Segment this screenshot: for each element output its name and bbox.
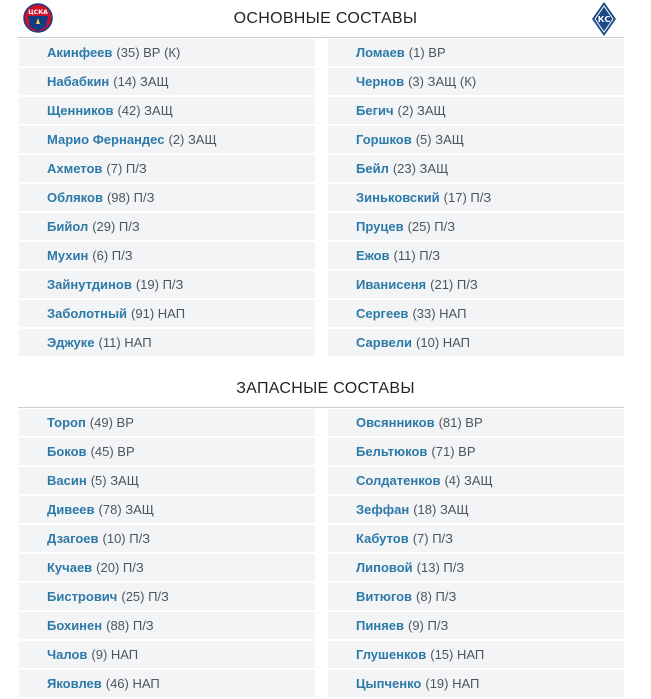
player-info: (49) ВР — [89, 415, 134, 430]
player-name[interactable]: Чалов — [47, 647, 88, 662]
player-info: (9) НАП — [91, 647, 139, 662]
main-home-list — [19, 39, 315, 358]
player-name[interactable]: Ежов — [356, 248, 390, 263]
player-name[interactable]: Пруцев — [356, 219, 404, 234]
player-name[interactable]: Набабкин — [47, 74, 110, 89]
player-info: (5) ЗАЩ — [90, 473, 139, 488]
player-info: (15) НАП — [430, 647, 485, 662]
player-info: (21) П/З — [430, 277, 478, 292]
player-name[interactable]: Бистрович — [47, 589, 118, 604]
player-info: (17) П/З — [443, 190, 492, 205]
player-row[interactable] — [328, 525, 624, 554]
player-row[interactable] — [328, 329, 624, 358]
player-info: (8) П/З — [416, 589, 457, 604]
player-row[interactable] — [19, 554, 315, 583]
player-row[interactable] — [328, 554, 624, 583]
player-row[interactable] — [19, 438, 315, 467]
player-info: (91) НАП — [131, 306, 186, 321]
player-name[interactable]: Пиняев — [356, 618, 404, 633]
svg-text:ЦСКА: ЦСКА — [28, 9, 48, 16]
player-name[interactable]: Липовой — [356, 560, 413, 575]
player-name[interactable]: Ахметов — [47, 161, 103, 176]
player-row[interactable] — [328, 670, 624, 699]
player-name[interactable]: Кабутов — [356, 531, 409, 546]
player-info: (3) ЗАЩ (К) — [408, 74, 477, 89]
main-lineups-title: ОСНОВНЫЕ СОСТАВЫ — [233, 10, 418, 27]
player-info: (19) П/З — [135, 277, 184, 292]
player-name[interactable]: Васин — [47, 473, 87, 488]
player-name[interactable]: Глушенков — [356, 647, 427, 662]
player-name[interactable]: Овсянников — [356, 415, 435, 430]
player-row[interactable] — [328, 438, 624, 467]
player-name[interactable]: Бейл — [356, 161, 389, 176]
player-info: (5) ЗАЩ — [415, 132, 464, 147]
player-name[interactable]: Горшков — [356, 132, 412, 147]
player-name[interactable]: Бохинен — [47, 618, 103, 633]
player-name[interactable]: Дивеев — [47, 502, 95, 517]
player-info: (20) П/З — [96, 560, 144, 575]
player-info: (19) НАП — [425, 676, 480, 691]
player-name[interactable]: Зиньковский — [356, 190, 440, 205]
player-row[interactable] — [19, 409, 315, 438]
player-info: (42) ЗАЩ — [117, 103, 173, 118]
player-info: (23) ЗАЩ — [392, 161, 449, 176]
player-row[interactable] — [19, 39, 315, 68]
player-name[interactable]: Щенников — [47, 103, 114, 118]
player-row[interactable] — [328, 467, 624, 496]
player-info: (25) П/З — [407, 219, 456, 234]
subs-away-list — [328, 409, 624, 699]
player-info: (35) ВР (К) — [116, 45, 181, 60]
player-name[interactable]: Иванисеня — [356, 277, 427, 292]
player-info: (9) П/З — [408, 618, 449, 633]
player-info: (81) ВР — [438, 415, 483, 430]
player-row[interactable] — [328, 612, 624, 641]
player-info: (2) ЗАЩ — [397, 103, 446, 118]
player-name[interactable]: Заболотный — [47, 306, 128, 321]
player-row[interactable] — [19, 97, 315, 126]
player-name[interactable]: Чернов — [356, 74, 405, 89]
player-row[interactable] — [328, 68, 624, 97]
subs-home-list — [19, 409, 315, 699]
player-row[interactable] — [19, 184, 315, 213]
player-info: (10) НАП — [416, 335, 471, 350]
player-row[interactable] — [19, 583, 315, 612]
player-info: (18) ЗАЩ — [413, 502, 469, 517]
player-row[interactable] — [19, 68, 315, 97]
player-row[interactable] — [328, 39, 624, 68]
player-name[interactable]: Зеффан — [356, 502, 410, 517]
player-info: (14) ЗАЩ — [113, 74, 169, 89]
player-row[interactable] — [19, 496, 315, 525]
krylia-sovetov-logo-icon — [591, 1, 617, 37]
player-name[interactable]: Боков — [47, 444, 87, 459]
player-info: (1) ВР — [408, 45, 446, 60]
player-info: (7) П/З — [412, 531, 454, 546]
player-name[interactable]: Солдатенков — [356, 473, 441, 488]
player-name[interactable]: Сергеев — [356, 306, 409, 321]
svg-text:КС: КС — [597, 15, 611, 24]
substitutes-title: ЗАПАСНЫЕ СОСТАВЫ — [236, 380, 415, 397]
player-info: (10) П/З — [102, 531, 151, 546]
player-info: (98) П/З — [106, 190, 155, 205]
player-row[interactable] — [328, 496, 624, 525]
player-row[interactable] — [328, 242, 624, 271]
player-name[interactable]: Тороп — [47, 415, 86, 430]
player-name[interactable]: Зайнутдинов — [47, 277, 132, 292]
player-info: (13) П/З — [416, 560, 465, 575]
player-name[interactable]: Бельтюков — [356, 444, 428, 459]
player-name[interactable]: Дзагоев — [47, 531, 99, 546]
player-row[interactable] — [19, 300, 315, 329]
player-name[interactable]: Сарвели — [356, 335, 413, 350]
player-row[interactable] — [328, 155, 624, 184]
player-name[interactable]: Бегич — [356, 103, 394, 118]
player-row[interactable] — [328, 641, 624, 670]
player-row[interactable] — [19, 641, 315, 670]
player-row[interactable] — [19, 612, 315, 641]
player-name[interactable]: Бийол — [47, 219, 89, 234]
player-row[interactable] — [19, 329, 315, 358]
player-info: (78) ЗАЩ — [98, 502, 154, 517]
player-row[interactable] — [328, 583, 624, 612]
player-row[interactable] — [328, 409, 624, 438]
player-row[interactable] — [19, 213, 315, 242]
player-row[interactable] — [328, 184, 624, 213]
player-row[interactable] — [19, 126, 315, 155]
player-info: (11) НАП — [98, 335, 152, 350]
player-info: (2) ЗАЩ — [168, 132, 217, 147]
player-name[interactable]: Мухин — [47, 248, 89, 263]
player-info: (4) ЗАЩ — [444, 473, 493, 488]
player-info: (33) НАП — [412, 306, 467, 321]
player-name[interactable]: Цыпченко — [356, 676, 422, 691]
away-team-logo[interactable] — [591, 1, 617, 37]
player-row[interactable] — [19, 670, 315, 699]
player-row[interactable] — [19, 525, 315, 554]
player-info: (46) НАП — [105, 676, 160, 691]
player-row[interactable] — [328, 126, 624, 155]
player-name[interactable]: Акинфеев — [47, 45, 113, 60]
player-row[interactable] — [19, 155, 315, 184]
player-row[interactable] — [328, 213, 624, 242]
player-row[interactable] — [328, 300, 624, 329]
player-info: (88) П/З — [106, 618, 154, 633]
player-name[interactable]: Витюгов — [356, 589, 413, 604]
player-name[interactable]: Марио Фернандес — [47, 132, 165, 147]
player-info: (45) ВР — [90, 444, 135, 459]
player-info: (6) П/З — [92, 248, 133, 263]
main-away-list — [328, 39, 624, 358]
player-info: (25) П/З — [121, 589, 169, 604]
player-info: (11) П/З — [393, 248, 441, 263]
player-name[interactable]: Кучаев — [47, 560, 93, 575]
player-name[interactable]: Эджуке — [47, 335, 95, 350]
player-row[interactable] — [19, 467, 315, 496]
player-row[interactable] — [19, 271, 315, 300]
player-info: (7) П/З — [106, 161, 147, 176]
subs-divider — [18, 407, 624, 408]
player-row[interactable] — [19, 242, 315, 271]
player-name[interactable]: Яковлев — [47, 676, 102, 691]
player-name[interactable]: Ломаев — [356, 45, 405, 60]
player-name[interactable]: Обляков — [47, 190, 103, 205]
player-info: (71) ВР — [431, 444, 476, 459]
player-row[interactable] — [328, 97, 624, 126]
player-info: (29) П/З — [92, 219, 140, 234]
main-divider — [18, 37, 624, 38]
player-row[interactable] — [328, 271, 624, 300]
